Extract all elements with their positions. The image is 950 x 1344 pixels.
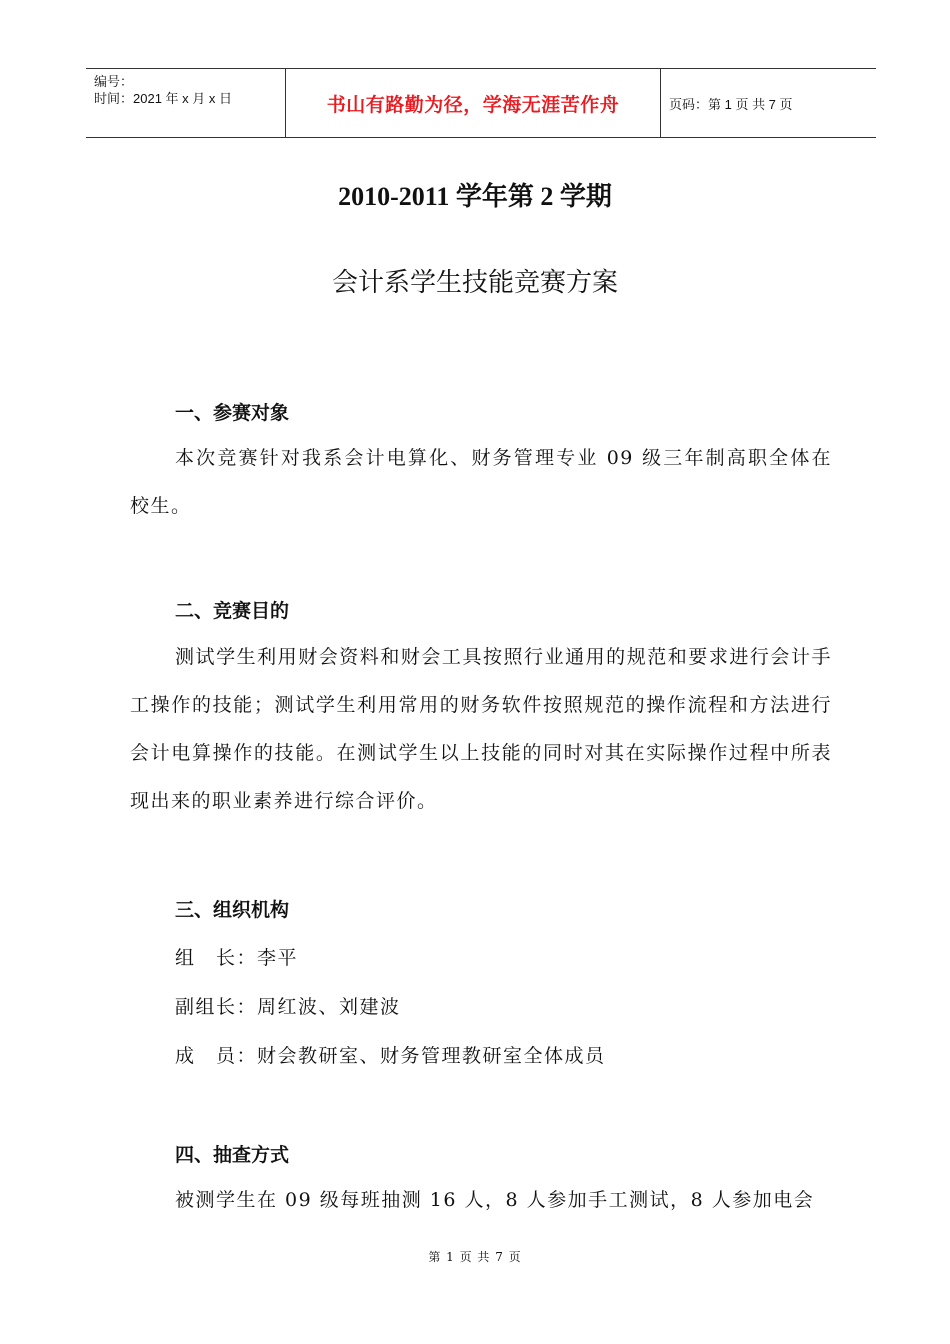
time-label: 时间：2021 年 x 月 x 日 <box>94 91 232 106</box>
page-footer: 第 1 页 共 7 页 <box>428 1250 522 1264</box>
section-body-purpose: 测试学生利用财会资料和财会工具按照行业通用的规范和要求进行会计手工操作的技能；测试学生利用常用的财务软件按照规范的操作流程和方法进行会计电算操作的技能。在测试学生以上技能的同时对其在实际操作过程中所表现出来的职业素养进行综合评价。 <box>130 646 832 812</box>
section-heading-purpose: 二、竞赛目的 <box>175 600 290 622</box>
section-heading-organization: 三、组织机构 <box>175 899 290 921</box>
header-meta <box>86 69 286 137</box>
section-body-participants: 本次竞赛针对我系会计电算化、财务管理专业 09 级三年制高职全体在校生。 <box>130 447 832 517</box>
organization-deputy: 副组长：周红波、刘建波 <box>175 996 401 1018</box>
number-label: 编号： <box>94 74 134 89</box>
organization-leader: 组 长：李平 <box>175 947 299 969</box>
section-heading-sampling: 四、抽查方式 <box>175 1144 290 1166</box>
document-header <box>86 68 876 138</box>
header-motto: 书山有路勤为径，学海无涯苦作舟 <box>286 69 661 137</box>
organization-members: 成 员：财会教研室、财务管理教研室全体成员 <box>175 1045 606 1067</box>
header-page-label: 页码：第 1 页 共 7 页 <box>669 96 793 112</box>
section-body-sampling: 被测学生在 09 级每班抽测 16 人，8 人参加手工测试，8 人参加电会 <box>175 1189 815 1211</box>
document-title-term: 2010-2011 学年第 2 学期 <box>338 182 612 211</box>
section-heading-participants: 一、参赛对象 <box>175 402 290 424</box>
document-title-main: 会计系学生技能竞赛方案 <box>331 268 618 298</box>
